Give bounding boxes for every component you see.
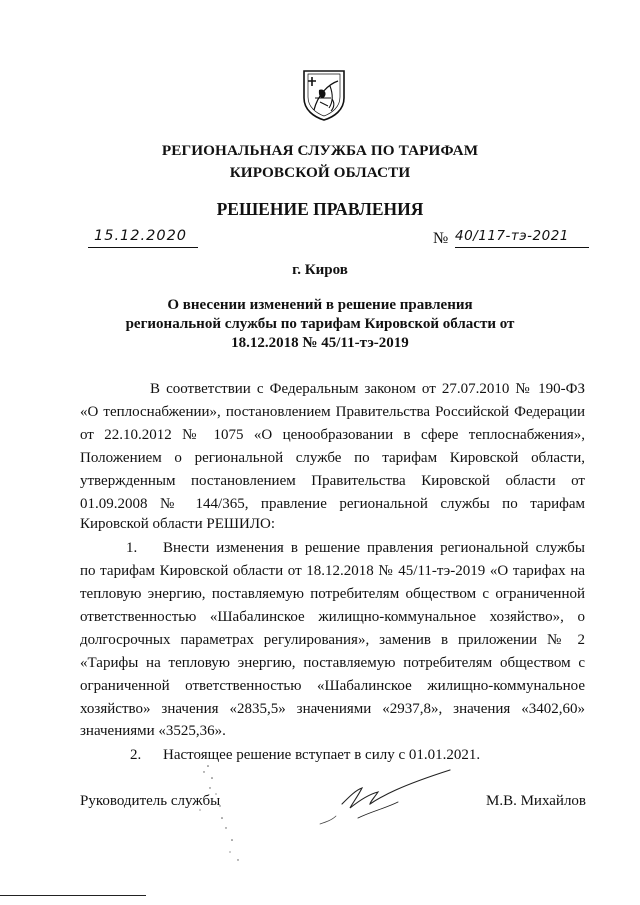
item-number: 1. (126, 540, 138, 556)
document-title: РЕШЕНИЕ ПРАВЛЕНИЯ (216, 199, 424, 219)
body-line: значениями «3525,36». (80, 723, 226, 739)
document-city: г. Киров (292, 262, 348, 278)
body-line: по тарифам Кировской области от 18.12.2018 № 45/11-тэ-2019 «О тарифах на (80, 563, 585, 579)
body-line: долгосрочных параметрах регулирования», заменив в приложении № 2 (80, 632, 585, 648)
body-line: «О теплоснабжении», постановлением Правительства Российской Федерации (80, 404, 585, 420)
body-line: 01.09.2008 № 144/365, правление региональной службы по тарифам (80, 496, 585, 512)
item-number: 2. (130, 747, 142, 763)
stamp-trace (160, 760, 260, 870)
body-line: от 22.10.2012 № 1075 «О ценообразовании в сфере теплоснабжения», (80, 427, 585, 443)
signatory-name: М.В. Михайлов (486, 793, 587, 809)
body-line: ограниченной ответственностью «Шабалинское жилищно-коммунальное (80, 678, 585, 694)
body-line: тепловую энергию, поставляемую потребителям обществом с ограниченной (80, 586, 585, 602)
document-date: 15.12.2020 (88, 228, 198, 248)
kirov-oblast-coat-of-arms-icon (301, 68, 347, 122)
organization-name-line1: РЕГИОНАЛЬНАЯ СЛУЖБА ПО ТАРИФАМ (161, 142, 479, 159)
body-line: хозяйство» значения «2835,5» значениями «2937,8», значения «3402,60» (80, 701, 585, 717)
subject-line: 18.12.2018 № 45/11-тэ-2019 (231, 335, 409, 351)
body-line: Внести изменения в решение правления региональной службы (163, 540, 585, 556)
body-line: Кировской области РЕШИЛО: (80, 516, 276, 532)
body-line: В соответствии с Федеральным законом от 27.07.2010 № 190-ФЗ (150, 381, 585, 397)
footer-divider (0, 895, 146, 896)
body-line: Положением о региональной службе по тарифам Кировской области, (80, 450, 585, 466)
subject-line: региональной службы по тарифам Кировской области от (125, 316, 515, 332)
body-line: «Тарифы на тепловую энергию, поставляемую потребителям обществом с (80, 655, 585, 671)
document-number: 40/117-тэ-2021 (455, 228, 589, 248)
body-line: Настоящее решение вступает в силу с 01.01.2021. (163, 747, 481, 763)
body-line: ответственностью «Шабалинское жилищно-коммунальное хозяйство», о (80, 609, 585, 625)
subject-line: О внесении изменений в решение правления (167, 297, 473, 313)
organization-name-line2: КИРОВСКОЙ ОБЛАСТИ (229, 164, 411, 181)
signatory-role: Руководитель службы (80, 793, 221, 809)
body-line: утвержденным постановлением Правительства Кировской области от (80, 473, 585, 489)
handwritten-signature (300, 760, 460, 840)
number-sign: № (433, 230, 449, 247)
